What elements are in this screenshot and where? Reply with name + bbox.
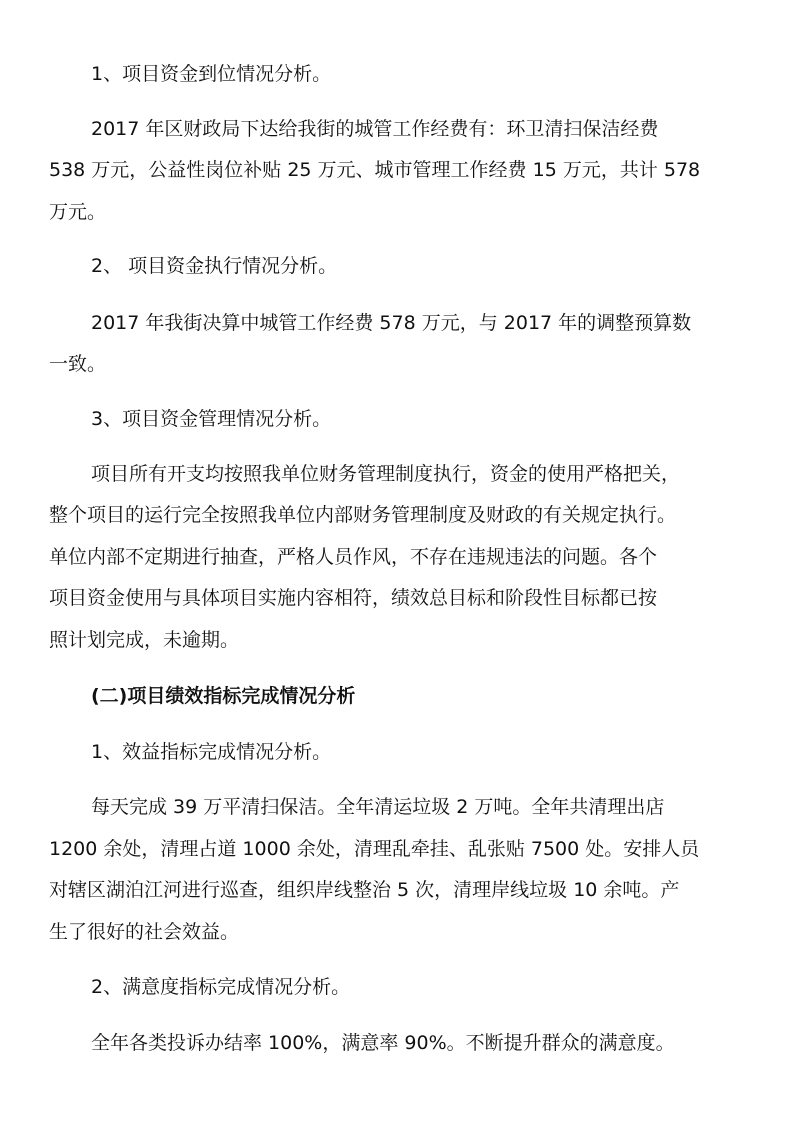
paragraph-line: 2017 年我街决算中城管工作经费 578 万元，与 2017 年的调整预算数 — [91, 312, 692, 334]
paragraph-line: 2017 年区财政局下达给我街的城管工作经费有：环卫清扫保洁经费 — [91, 118, 659, 140]
paragraph-line: 项目资金使用与具体项目实施内容相符，绩效总目标和阶段性目标都已按 — [49, 587, 658, 609]
paragraph-line: 每天完成 39 万平清扫保洁。全年清运垃圾 2 万吨。全年共清理出店 — [91, 796, 665, 818]
section-heading-performance: (二)项目绩效指标完成情况分析 — [91, 685, 356, 707]
paragraph-line: 万元。 — [49, 201, 107, 223]
heading-benefit-indicators: 1、效益指标完成情况分析。 — [91, 741, 332, 763]
paragraph-line: 单位内部不定期进行抽查，严格人员作风，不存在违规违法的问题。各个 — [49, 546, 658, 568]
paragraph-line: 对辖区湖泊江河进行巡查，组织岸线整治 5 次，清理岸线垃圾 10 余吨。产 — [49, 879, 680, 901]
paragraph-line: 生了很好的社会效益。 — [49, 921, 240, 943]
paragraph-line: 项目所有开支均按照我单位财务管理制度执行，资金的使用严格把关， — [91, 463, 681, 485]
heading-funds-in-place: 1、项目资金到位情况分析。 — [91, 63, 332, 85]
paragraph-line: 整个项目的运行完全按照我单位内部财务管理制度及财政的有关规定执行。 — [49, 504, 677, 526]
paragraph-line: 全年各类投诉办结率 100%，满意率 90%。不断提升群众的满意度。 — [91, 1032, 675, 1054]
paragraph-line: 一致。 — [49, 353, 107, 375]
paragraph-line: 538 万元，公益性岗位补贴 25 万元、城市管理工作经费 15 万元，共计 578 — [49, 159, 701, 181]
paragraph-line: 1200 余处，清理占道 1000 余处，清理乱牵挂、乱张贴 7500 处。安排人员 — [49, 838, 700, 860]
heading-funds-management: 3、项目资金管理情况分析。 — [91, 408, 332, 430]
paragraph-line: 照计划完成，未逾期。 — [49, 629, 240, 651]
heading-funds-execution: 2、 项目资金执行情况分析。 — [91, 255, 338, 277]
heading-satisfaction-indicators: 2、满意度指标完成情况分析。 — [91, 976, 351, 998]
